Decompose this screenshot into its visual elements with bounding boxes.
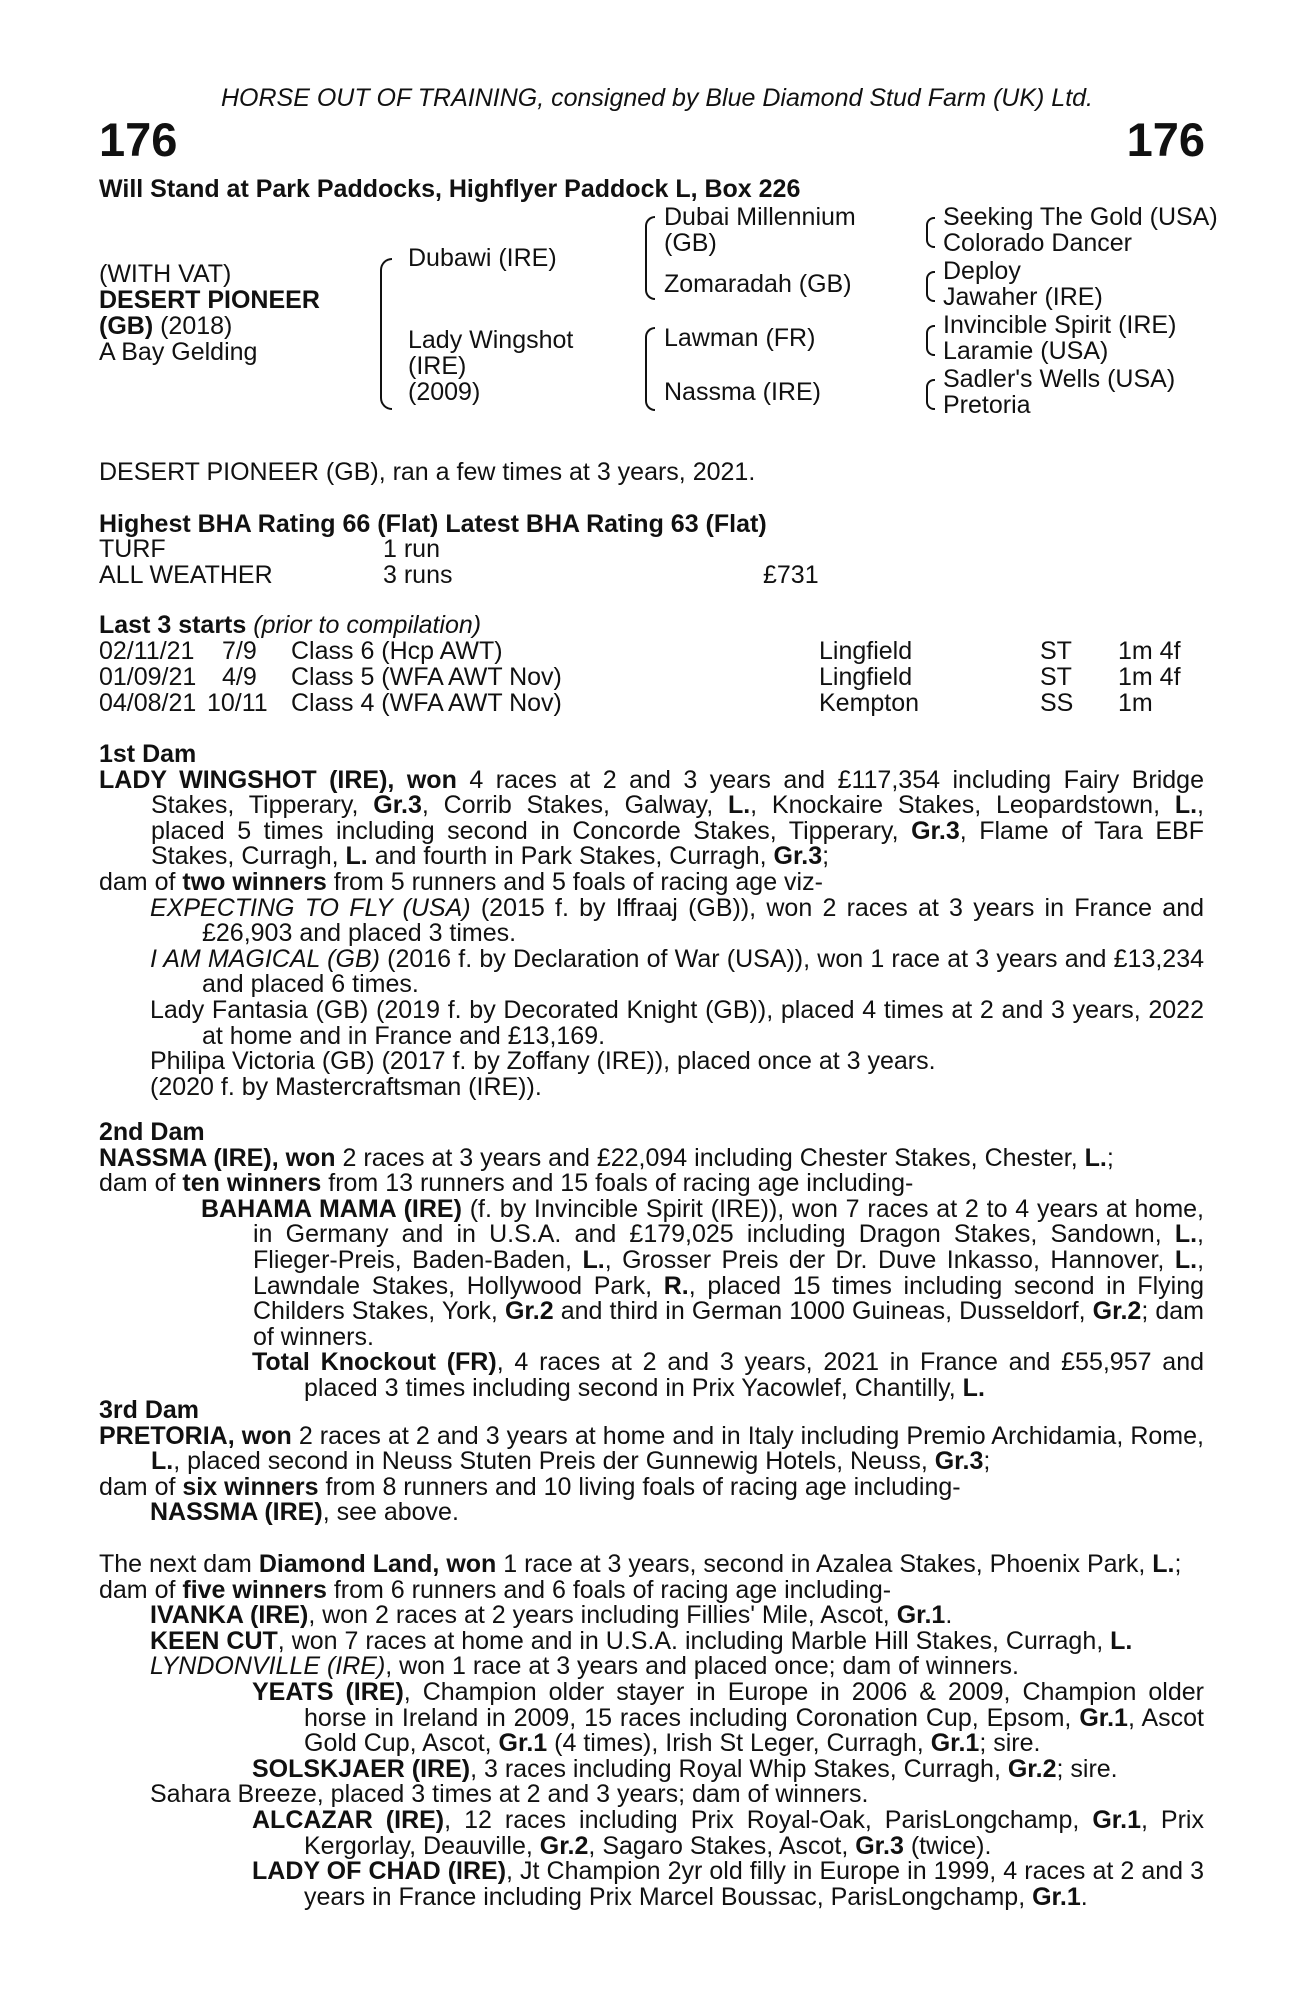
dam-record: LADY WINGSHOT (IRE), won 4 races at 2 and 3 years and £117,354 including Fairy Bridge Stakes, Tipperary, Gr.3, Corrib Stakes, Galway, L., Knockaire Stakes, Leopardstown, L., placed 5 times including second in Concorde Stakes, Tipperary, Gr.3, Flame of Tara EBF Stakes, Curragh, L. and fourth in Park Stakes, Curragh, Gr.3;	[99, 765, 1204, 871]
dam-of-line: dam of five winners from 6 runners and 6 foals of racing age including-	[99, 1575, 892, 1604]
start-race: Class 5 (WFA AWT Nov)	[291, 663, 562, 691]
stand-location: Will Stand at Park Paddocks, Highflyer Paddock L, Box 226	[99, 175, 801, 203]
rating-surface: TURF	[99, 535, 166, 563]
pedigree-g3-dss: Invincible Spirit (IRE)	[943, 311, 1177, 339]
pedigree-sire-dam: Zomaradah (GB)	[664, 270, 852, 298]
rating-runs: 3 runs	[383, 561, 453, 589]
progeny-entry: Philipa Victoria (GB) (2017 f. by Zoffany (IRE)), placed once at 3 years.	[150, 1047, 936, 1076]
dam-record: The next dam Diamond Land, won 1 race at 3 years, second in Azalea Stakes, Phoenix Park, L.;	[99, 1550, 1182, 1578]
start-date: 02/11/21	[99, 637, 195, 665]
progeny-entry: LYNDONVILLE (IRE), won 1 race at 3 years and placed once; dam of winners.	[150, 1652, 1019, 1681]
dam-record: NASSMA (IRE), won 2 races at 3 years and £22,094 including Chester Stakes, Chester, L.;	[99, 1143, 1114, 1172]
consignment-header: HORSE OUT OF TRAINING, consigned by Blue Diamond Stud Farm (UK) Ltd.	[220, 84, 1094, 112]
progeny-entry: ALCAZAR (IRE), 12 races including Prix Royal-Oak, ParisLongchamp, Gr.1, Prix Kergorlay, Deauville, Gr.2, Sagaro Stakes, Ascot, Gr.3 (twice).	[252, 1805, 1204, 1860]
start-going: ST	[1040, 637, 1072, 665]
horse-description: A Bay Gelding	[99, 338, 258, 366]
pedigree-g3-sss: Seeking The Gold (USA)	[943, 203, 1218, 231]
start-race: Class 4 (WFA AWT Nov)	[291, 689, 562, 717]
progeny-entry: (2020 f. by Mastercraftsman (IRE)).	[150, 1072, 542, 1101]
pedigree-dam-line3: (2009)	[408, 378, 481, 406]
section-heading: 3rd Dam	[99, 1396, 200, 1424]
start-going: SS	[1040, 689, 1074, 717]
brace-g3-4	[926, 379, 935, 410]
pedigree-sire-sire-line2: (GB)	[664, 229, 717, 257]
start-distance: 1m	[1118, 689, 1153, 717]
pedigree-dam-line2: (IRE)	[408, 352, 467, 380]
dam-of-line: dam of two winners from 5 runners and 5 foals of racing age viz-	[99, 867, 823, 896]
brace-g3-3	[926, 325, 935, 356]
pedigree-brace-sire	[645, 216, 655, 300]
progeny-entry: EXPECTING TO FLY (USA) (2015 f. by Iffraaj (GB)), won 2 races at 3 years in France and £26,903 and placed 3 times.	[150, 893, 1205, 948]
progeny-entry: LADY OF CHAD (IRE), Jt Champion 2yr old filly in Europe in 1999, 4 races at 2 and 3 years in France including Prix Marcel Boussac, ParisLongchamp, Gr.1.	[252, 1857, 1204, 1911]
rating-runs: 1 run	[383, 535, 440, 563]
race-summary: DESERT PIONEER (GB), ran a few times at 3 years, 2021.	[99, 458, 756, 486]
start-going: ST	[1040, 663, 1072, 691]
progeny-entry: NASSMA (IRE), see above.	[150, 1498, 459, 1527]
start-race: Class 6 (Hcp AWT)	[291, 637, 503, 665]
pedigree-g3-sds: Deploy	[943, 257, 1021, 285]
start-position: 7/9	[222, 637, 257, 665]
second-dam-section	[99, 1120, 1204, 1402]
third-dam-section	[99, 1398, 1204, 1526]
start-position: 10/11	[207, 689, 268, 717]
first-dam-section	[99, 742, 1204, 1100]
pedigree-dam-line1: Lady Wingshot	[408, 326, 574, 354]
pedigree-brace-main	[380, 258, 392, 410]
progeny-entry: I AM MAGICAL (GB) (2016 f. by Declaration of War (USA)), won 1 race at 3 years and £13,234 and placed 6 times.	[150, 944, 1205, 999]
progeny-entry: Total Knockout (FR), 4 races at 2 and 3 years, 2021 in France and £55,957 and placed 3 times including second in Prix Yacowlef, Chantilly, L.	[252, 1348, 1204, 1402]
progeny-entry: Sahara Breeze, placed 3 times at 2 and 3 years; dam of winners.	[150, 1780, 869, 1809]
start-date: 04/08/21	[99, 689, 197, 717]
start-course: Lingfield	[819, 663, 913, 691]
vat-status: (WITH VAT)	[99, 260, 232, 288]
next-dam-section	[99, 1552, 1204, 1910]
lot-number-right: 176	[1126, 113, 1205, 166]
rating-prize: £731	[763, 561, 819, 589]
rating-surface: ALL WEATHER	[99, 561, 273, 589]
progeny-entry: IVANKA (IRE), won 2 races at 2 years including Fillies' Mile, Ascot, Gr.1.	[150, 1601, 953, 1630]
last-starts-title: Last 3 starts (prior to compilation)	[99, 611, 482, 639]
pedigree-sire: Dubawi (IRE)	[408, 244, 557, 272]
progeny-entry: KEEN CUT, won 7 races at home and in U.S.A. including Marble Hill Stakes, Curragh, L.	[150, 1626, 1133, 1655]
start-course: Lingfield	[819, 637, 913, 665]
pedigree-g3-ddd: Pretoria	[943, 391, 1031, 419]
progeny-entry: BAHAMA MAMA (IRE) (f. by Invincible Spirit (IRE)), won 7 races at 2 to 4 years at home, in Germany and in U.S.A. and £179,025 including Dragon Stakes, Sandown, L., Flieger-Preis, Baden-Baden, L., Grosser Preis der Dr. Duve Inkasso, Hannover, L., Lawndale Stakes, Hollywood Park, R., placed 15 times including second in Flying Childers Stakes, York, Gr.2 and third in German 1000 Guineas, Dusseldorf, Gr.2; dam of winners.	[201, 1194, 1205, 1351]
pedigree-dam-dam: Nassma (IRE)	[664, 378, 821, 406]
progeny-entry: SOLSKJAER (IRE), 3 races including Royal Whip Stakes, Curragh, Gr.2; sire.	[252, 1754, 1118, 1783]
pedigree-g3-dsd: Laramie (USA)	[943, 337, 1109, 365]
dam-record: PRETORIA, won 2 races at 2 and 3 years at home and in Italy including Premio Archidamia, Rome, L., placed second in Neuss Stuten Preis der Gunnewig Hotels, Neuss, Gr.3;	[99, 1421, 1204, 1476]
dam-of-line: dam of ten winners from 13 runners and 15 foals of racing age including-	[99, 1169, 914, 1198]
horse-name: DESERT PIONEER	[99, 286, 320, 314]
pedigree-brace-dam	[645, 327, 655, 411]
section-heading: 1st Dam	[99, 740, 197, 768]
start-distance: 1m 4f	[1118, 663, 1181, 691]
pedigree-sire-sire-line1: Dubai Millennium	[664, 203, 856, 231]
dam-of-line: dam of six winners from 8 runners and 10 living foals of racing age including-	[99, 1472, 961, 1501]
pedigree-g3-dds: Sadler's Wells (USA)	[943, 365, 1176, 393]
start-distance: 1m 4f	[1118, 637, 1181, 665]
brace-g3-2	[926, 271, 935, 302]
progeny-entry: YEATS (IRE), Champion older stayer in Europe in 2006 & 2009, Champion older horse in Ireland in 2009, 15 races including Coronation Cup, Epsom, Gr.1, Ascot Gold Cup, Ascot, Gr.1 (4 times), Irish St Leger, Curragh, Gr.1; sire.	[252, 1677, 1205, 1758]
rating-title: Highest BHA Rating 66 (Flat) Latest BHA Rating 63 (Flat)	[99, 510, 767, 538]
lot-number-left: 176	[99, 113, 178, 166]
start-course: Kempton	[819, 689, 920, 717]
pedigree-dam-sire: Lawman (FR)	[664, 324, 816, 352]
start-position: 4/9	[222, 663, 257, 691]
start-date: 01/09/21	[99, 663, 197, 691]
brace-g3-1	[926, 217, 935, 248]
section-heading: 2nd Dam	[99, 1118, 205, 1146]
progeny-entry: Lady Fantasia (GB) (2019 f. by Decorated Knight (GB)), placed 4 times at 2 and 3 years, 2022 at home and in France and £13,169.	[150, 995, 1204, 1050]
pedigree-g3-ssd: Colorado Dancer	[943, 229, 1132, 257]
pedigree-g3-sdd: Jawaher (IRE)	[943, 283, 1103, 311]
horse-origin-year: (GB) (2018)	[99, 312, 233, 340]
